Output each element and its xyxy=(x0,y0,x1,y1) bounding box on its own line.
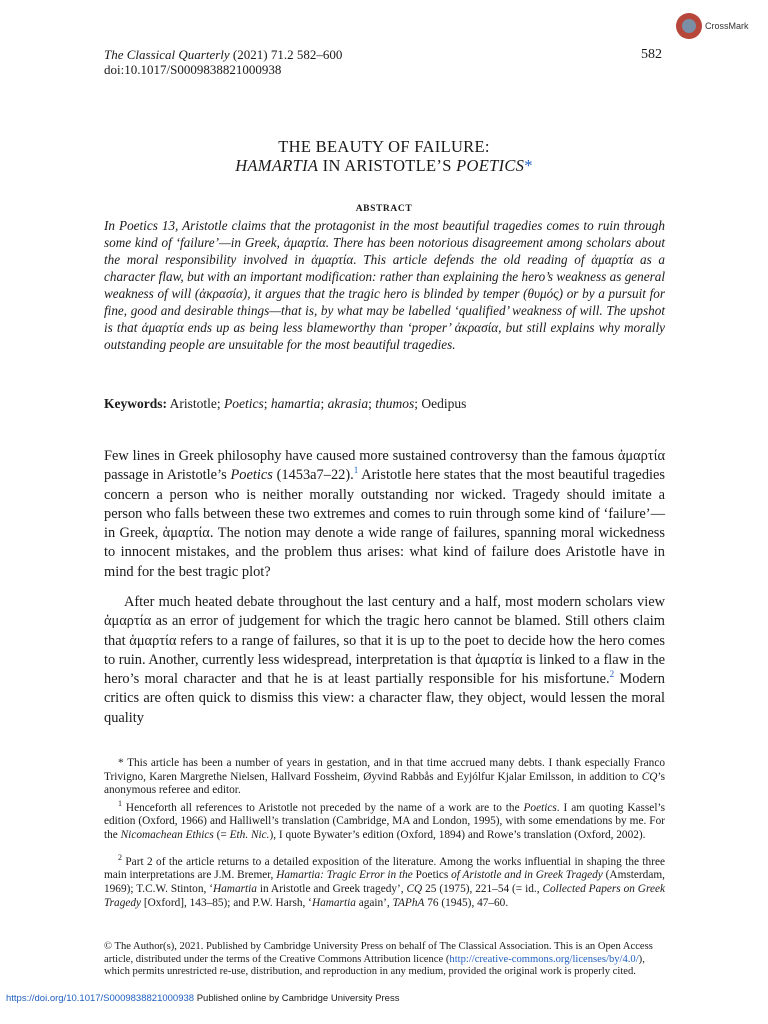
footnote-text: Hamartia: Tragic Error in the xyxy=(276,869,413,882)
published-online: Published online by Cambridge University Press xyxy=(194,993,400,1004)
journal-citation xyxy=(104,47,342,62)
page-number: 582 xyxy=(641,47,662,62)
body-text: After much heated debate throughout the last century and a half, most modern scholars view ἁμαρτία as an error of judgement for which the tragic hero cannot be blamed. Still others claim that ἁμαρτία refers to a range of failures, so that it is up to the poet to decide how the hero comes to ruin. Another, currently less widespread, interpretation is that ἁμαρτία is linked to a flaw in the hero’s moral character and that he is at least partially responsible for his misfortune. xyxy=(104,594,665,688)
journal-name: The Classical Quarterly xyxy=(104,47,230,62)
body-text: Poetics xyxy=(230,467,273,484)
title-footnote-link[interactable]: * xyxy=(524,156,533,175)
footnote-1 xyxy=(104,797,665,843)
footnote-text: ), I quote Bywater’s edition (Oxford, 1894) and Rowe’s translation (Oxford, 2002). xyxy=(269,828,646,841)
abstract-heading: ABSTRACT xyxy=(355,204,413,214)
footnote-text: Henceforth all references to Aristotle not preceded by the name of a work are to the xyxy=(122,801,524,814)
license-text: ), which permits unrestricted re-use, distribution, and reproduction in any medium, provided the original work is properly cited. xyxy=(104,953,645,978)
keyword: Poetics xyxy=(224,396,264,411)
keyword: hamartia xyxy=(270,396,321,411)
body-text: Few lines in Greek philosophy have caused more sustained controversy than the famous ἁμαρτία passage in Aristotle’s xyxy=(104,448,665,484)
doi-link[interactable]: https://doi.org/10.1017/S0009838821000938 xyxy=(6,993,195,1004)
body-paragraph-1 xyxy=(104,447,665,582)
footnote-text: CQ xyxy=(641,770,658,783)
body-text: (1453a7–22). xyxy=(272,467,354,484)
footnote-text: again’, xyxy=(355,896,393,909)
license-link[interactable]: http://creative-commons.org/licenses/by/4.0/ xyxy=(449,953,639,965)
footnote-text: Hamartia xyxy=(311,896,356,909)
footnote-link-2[interactable]: 2 xyxy=(609,669,615,680)
keyword: thumos xyxy=(375,396,415,411)
abstract-text: In Poetics 13, Aristotle claims that the protagonist in the most beautiful tragedies comes to ruin through some kind of ‘failure’—in Greek, ἁμαρτία. There has been notorious disagreement among scholars about the moral responsibility involved in ἁμαρτία. This article defends the old reading of ἁμαρτία as a character flaw, but with an important modification: rather than explaining the hero’s weakness as general weakness of will (ἀκρασία), it argues that the tragic hero is blinded by temper (θυμός) or by a pursuit for fine, good and desirable things—that is, by what may be labelled ‘qualified’ weakness of will. The upshot is that ἁμαρτία ends up as being less blameworthy than ‘proper’ ἀκρασία, but still explains why morally outstanding people are unsuitable for the most beautiful tragedies. xyxy=(104,218,665,352)
footnote-text: CQ xyxy=(406,882,423,895)
keyword: Oedipus xyxy=(421,396,467,411)
footnote-2 xyxy=(104,851,665,910)
title-poetics: POETICS xyxy=(456,156,525,175)
title-hamartia: HAMARTIA xyxy=(235,156,319,175)
article-doi: doi:10.1017/S0009838821000938 xyxy=(104,62,282,77)
keyword: Aristotle xyxy=(169,396,217,411)
footnote-text: ’s anonymous referee and editor. xyxy=(104,770,665,797)
body-text: Aristotle here states that the most beautiful tragedies concern a person who is neither morally outstanding nor wicked. Tragedy should imitate a person who falls between these two extremes and comes to ruin through some kind of ‘failure’—in Greek, ἁμαρτία. The notion may denote a wide range of failures, spanning moral wickedness to innocent mistakes, and the problem thus arises: what kind of failure does Aristotle have in mind for the best tragic plot? xyxy=(104,467,665,580)
crossmark-label: CrossMark xyxy=(705,21,749,31)
footnote-text: (= xyxy=(213,828,230,841)
license-notice xyxy=(104,941,665,979)
footnote-text: Eth. Nic. xyxy=(229,828,270,841)
keyword: akrasia xyxy=(327,396,369,411)
footnote-text: TAPhA xyxy=(392,896,425,909)
footnote-text: in Aristotle and Greek tragedy’, xyxy=(256,882,407,895)
footnote-text: Poetics xyxy=(523,801,557,814)
footer xyxy=(6,993,399,1004)
footnote-text: Hamartia xyxy=(212,882,257,895)
title-middle: IN ARISTOTLE’S xyxy=(318,156,457,175)
keywords: Keywords: Aristotle; Poetics; hamartia; akrasia; thumos; Oedipus xyxy=(104,396,467,411)
footnote-text: Poetics xyxy=(412,869,452,882)
footnote-text: (Amsterdam, 1969); T.C.W. Stinton, ‘ xyxy=(104,869,665,895)
article-title-line2 xyxy=(0,156,768,176)
footnote-text: This article has been a number of years in gestation, and in that time accrued many debts. I thank especially Franco Trivigno, Karen Margrethe Nielsen, Hallvard Fossheim, Øyvind Rabbås and Eyjólfur Kjalar Emilsson, in addition to xyxy=(104,757,665,783)
crossmark-badge[interactable] xyxy=(676,12,749,40)
footnote-text: . I am quoting Kassel’s edition (Oxford, 1966) and Halliwell’s translation (Cambridge, MA and London, 1995), with some emendations by me. For the xyxy=(104,801,665,841)
body-text: Modern critics are often quick to dismiss this view: a character flaw, they object, would lessen the moral quality xyxy=(104,671,665,726)
footnote-text: 25 (1975), 221–54 (= id., xyxy=(422,882,543,895)
footnote-text: Collected Papers on Greek Tragedy xyxy=(104,882,665,909)
footnote-mark: 2 xyxy=(118,853,122,862)
license-text: © The Author(s), 2021. Published by Cambridge University Press on behalf of The Classical Association. This is an Open Access article, distributed under the terms of the Creative Commons Attribution licence ( xyxy=(104,941,653,965)
crossmark-icon xyxy=(676,13,702,39)
footnote-mark: * xyxy=(118,757,124,769)
body-paragraph-2 xyxy=(104,593,665,728)
article-title-line1: THE BEAUTY OF FAILURE: xyxy=(278,137,490,156)
journal-volume: (2021) 71.2 582–600 xyxy=(232,47,343,62)
footnote-link-1[interactable]: 1 xyxy=(353,465,359,476)
footnote-text: Part 2 of the article returns to a detailed exposition of the literature. Among the works influential in shaping the three main interpretations are J.M. Bremer, xyxy=(104,855,665,882)
footnote-text: Nicomachean Ethics xyxy=(120,828,214,841)
footnote-text: 76 (1945), 47–60. xyxy=(424,896,509,909)
footnote-mark: 1 xyxy=(118,799,122,808)
footnote-text: [Oxford], 143–85); and P.W. Harsh, ‘ xyxy=(141,896,312,909)
footnote-text: of Aristotle and in Greek Tragedy xyxy=(451,869,603,882)
footnote-star xyxy=(104,757,665,798)
keywords-label: Keywords: xyxy=(104,396,167,411)
